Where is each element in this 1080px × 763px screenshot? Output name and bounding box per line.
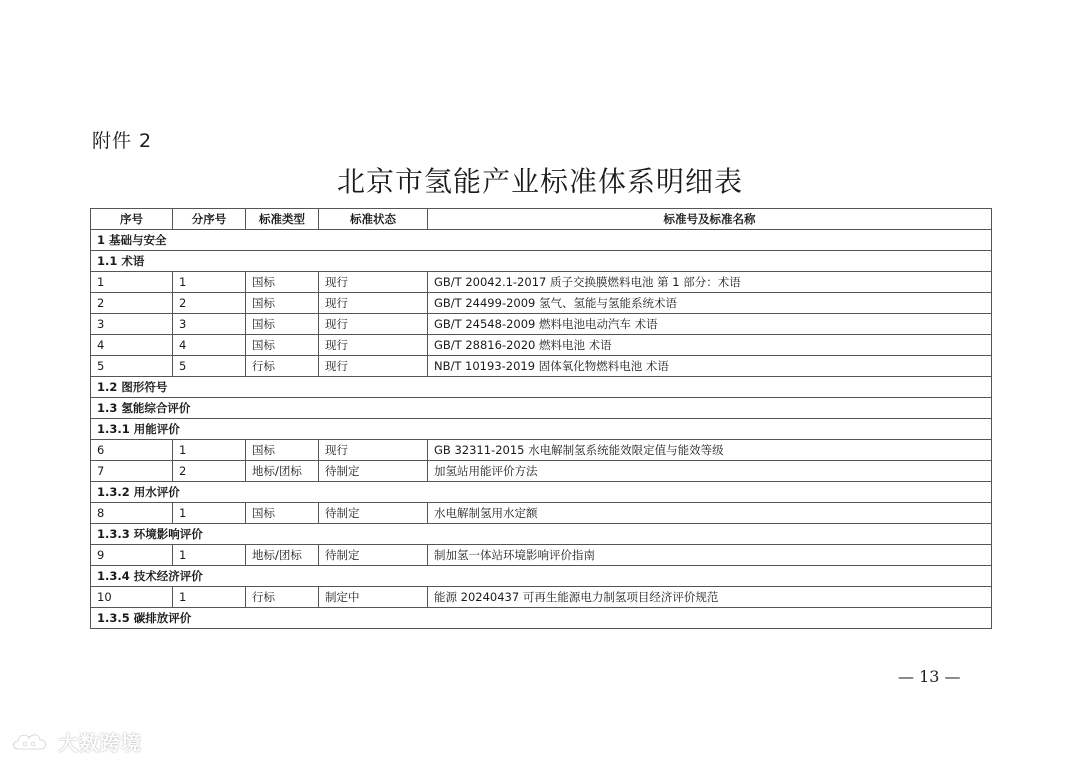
cell-sub-seq: 4 bbox=[173, 335, 246, 356]
table-row bbox=[91, 272, 992, 293]
cell-seq: 7 bbox=[91, 461, 173, 482]
cell-type: 国标 bbox=[246, 440, 319, 461]
page-number: — 13 — bbox=[898, 667, 961, 686]
cell-standard-name: GB 32311-2015 水电解制氢系统能效限定值与能效等级 bbox=[428, 440, 992, 461]
cell-sub-seq: 2 bbox=[173, 461, 246, 482]
cell-seq: 6 bbox=[91, 440, 173, 461]
watermark bbox=[10, 727, 142, 756]
cell-status: 制定中 bbox=[319, 587, 428, 608]
cell-type: 国标 bbox=[246, 293, 319, 314]
section-row bbox=[91, 524, 992, 545]
cell-seq: 9 bbox=[91, 545, 173, 566]
cell-sub-seq: 5 bbox=[173, 356, 246, 377]
cell-standard-name: 加氢站用能评价方法 bbox=[428, 461, 992, 482]
cell-seq: 4 bbox=[91, 335, 173, 356]
cell-sub-seq: 3 bbox=[173, 314, 246, 335]
cell-sub-seq: 1 bbox=[173, 587, 246, 608]
cell-type: 地标/团标 bbox=[246, 461, 319, 482]
table-header bbox=[91, 209, 992, 230]
cell-sub-seq: 1 bbox=[173, 503, 246, 524]
section-heading: 1.3.5 碳排放评价 bbox=[91, 608, 992, 629]
document-title: 北京市氢能产业标准体系明细表 bbox=[336, 165, 743, 198]
section-heading: 1.3.3 环境影响评价 bbox=[91, 524, 992, 545]
table-body bbox=[91, 230, 992, 629]
table-row bbox=[91, 356, 992, 377]
section-heading: 1.3.2 用水评价 bbox=[91, 482, 992, 503]
header-sub-seq: 分序号 bbox=[173, 209, 246, 230]
cell-standard-name: 水电解制氢用水定额 bbox=[428, 503, 992, 524]
table-row bbox=[91, 461, 992, 482]
section-heading: 1.2 图形符号 bbox=[91, 377, 992, 398]
cell-seq: 1 bbox=[91, 272, 173, 293]
section-heading: 1 基础与安全 bbox=[91, 230, 992, 251]
section-row bbox=[91, 566, 992, 587]
section-row bbox=[91, 230, 992, 251]
cell-standard-name: GB/T 20042.1-2017 质子交换膜燃料电池 第 1 部分：术语 bbox=[428, 272, 992, 293]
cell-type: 行标 bbox=[246, 587, 319, 608]
cell-sub-seq: 1 bbox=[173, 272, 246, 293]
cell-type: 地标/团标 bbox=[246, 545, 319, 566]
table-row bbox=[91, 314, 992, 335]
section-row bbox=[91, 251, 992, 272]
section-heading: 1.3.4 技术经济评价 bbox=[91, 566, 992, 587]
cell-type: 国标 bbox=[246, 503, 319, 524]
section-row bbox=[91, 377, 992, 398]
table-row bbox=[91, 335, 992, 356]
cell-type: 国标 bbox=[246, 272, 319, 293]
header-standard-name: 标准号及标准名称 bbox=[428, 209, 992, 230]
cell-seq: 8 bbox=[91, 503, 173, 524]
cell-type: 国标 bbox=[246, 335, 319, 356]
cell-status: 现行 bbox=[319, 272, 428, 293]
table-row bbox=[91, 587, 992, 608]
cell-standard-name: GB/T 24499-2009 氢气、氢能与氢能系统术语 bbox=[428, 293, 992, 314]
table-row bbox=[91, 293, 992, 314]
cell-status: 现行 bbox=[319, 293, 428, 314]
cell-standard-name: NB/T 10193-2019 固体氧化物燃料电池 术语 bbox=[428, 356, 992, 377]
section-heading: 1.3 氢能综合评价 bbox=[91, 398, 992, 419]
cell-status: 现行 bbox=[319, 314, 428, 335]
standards-table bbox=[90, 208, 992, 629]
cell-standard-name: GB/T 24548-2009 燃料电池电动汽车 术语 bbox=[428, 314, 992, 335]
header-row bbox=[91, 209, 992, 230]
cell-status: 现行 bbox=[319, 356, 428, 377]
cell-sub-seq: 1 bbox=[173, 545, 246, 566]
watermark-text: 大数跨境 bbox=[58, 731, 142, 755]
cell-type: 国标 bbox=[246, 314, 319, 335]
table-row bbox=[91, 545, 992, 566]
header-type: 标准类型 bbox=[246, 209, 319, 230]
cell-sub-seq: 1 bbox=[173, 440, 246, 461]
cell-seq: 10 bbox=[91, 587, 173, 608]
table-row bbox=[91, 503, 992, 524]
section-heading: 1.3.1 用能评价 bbox=[91, 419, 992, 440]
section-row bbox=[91, 482, 992, 503]
cell-status: 待制定 bbox=[319, 545, 428, 566]
cell-type: 行标 bbox=[246, 356, 319, 377]
attachment-label: 附件 2 bbox=[92, 130, 153, 152]
cell-standard-name: 制加氢一体站环境影响评价指南 bbox=[428, 545, 992, 566]
cell-status: 现行 bbox=[319, 335, 428, 356]
cell-seq: 2 bbox=[91, 293, 173, 314]
cell-status: 待制定 bbox=[319, 461, 428, 482]
cell-sub-seq: 2 bbox=[173, 293, 246, 314]
cell-standard-name: 能源 20240437 可再生能源电力制氢项目经济评价规范 bbox=[428, 587, 992, 608]
section-heading: 1.1 术语 bbox=[91, 251, 992, 272]
cloud-logo-icon bbox=[10, 729, 52, 755]
header-status: 标准状态 bbox=[319, 209, 428, 230]
section-row bbox=[91, 398, 992, 419]
cell-seq: 5 bbox=[91, 356, 173, 377]
cell-standard-name: GB/T 28816-2020 燃料电池 术语 bbox=[428, 335, 992, 356]
cell-seq: 3 bbox=[91, 314, 173, 335]
section-row bbox=[91, 608, 992, 629]
cell-status: 现行 bbox=[319, 440, 428, 461]
cell-status: 待制定 bbox=[319, 503, 428, 524]
header-seq: 序号 bbox=[91, 209, 173, 230]
table-row bbox=[91, 440, 992, 461]
section-row bbox=[91, 419, 992, 440]
